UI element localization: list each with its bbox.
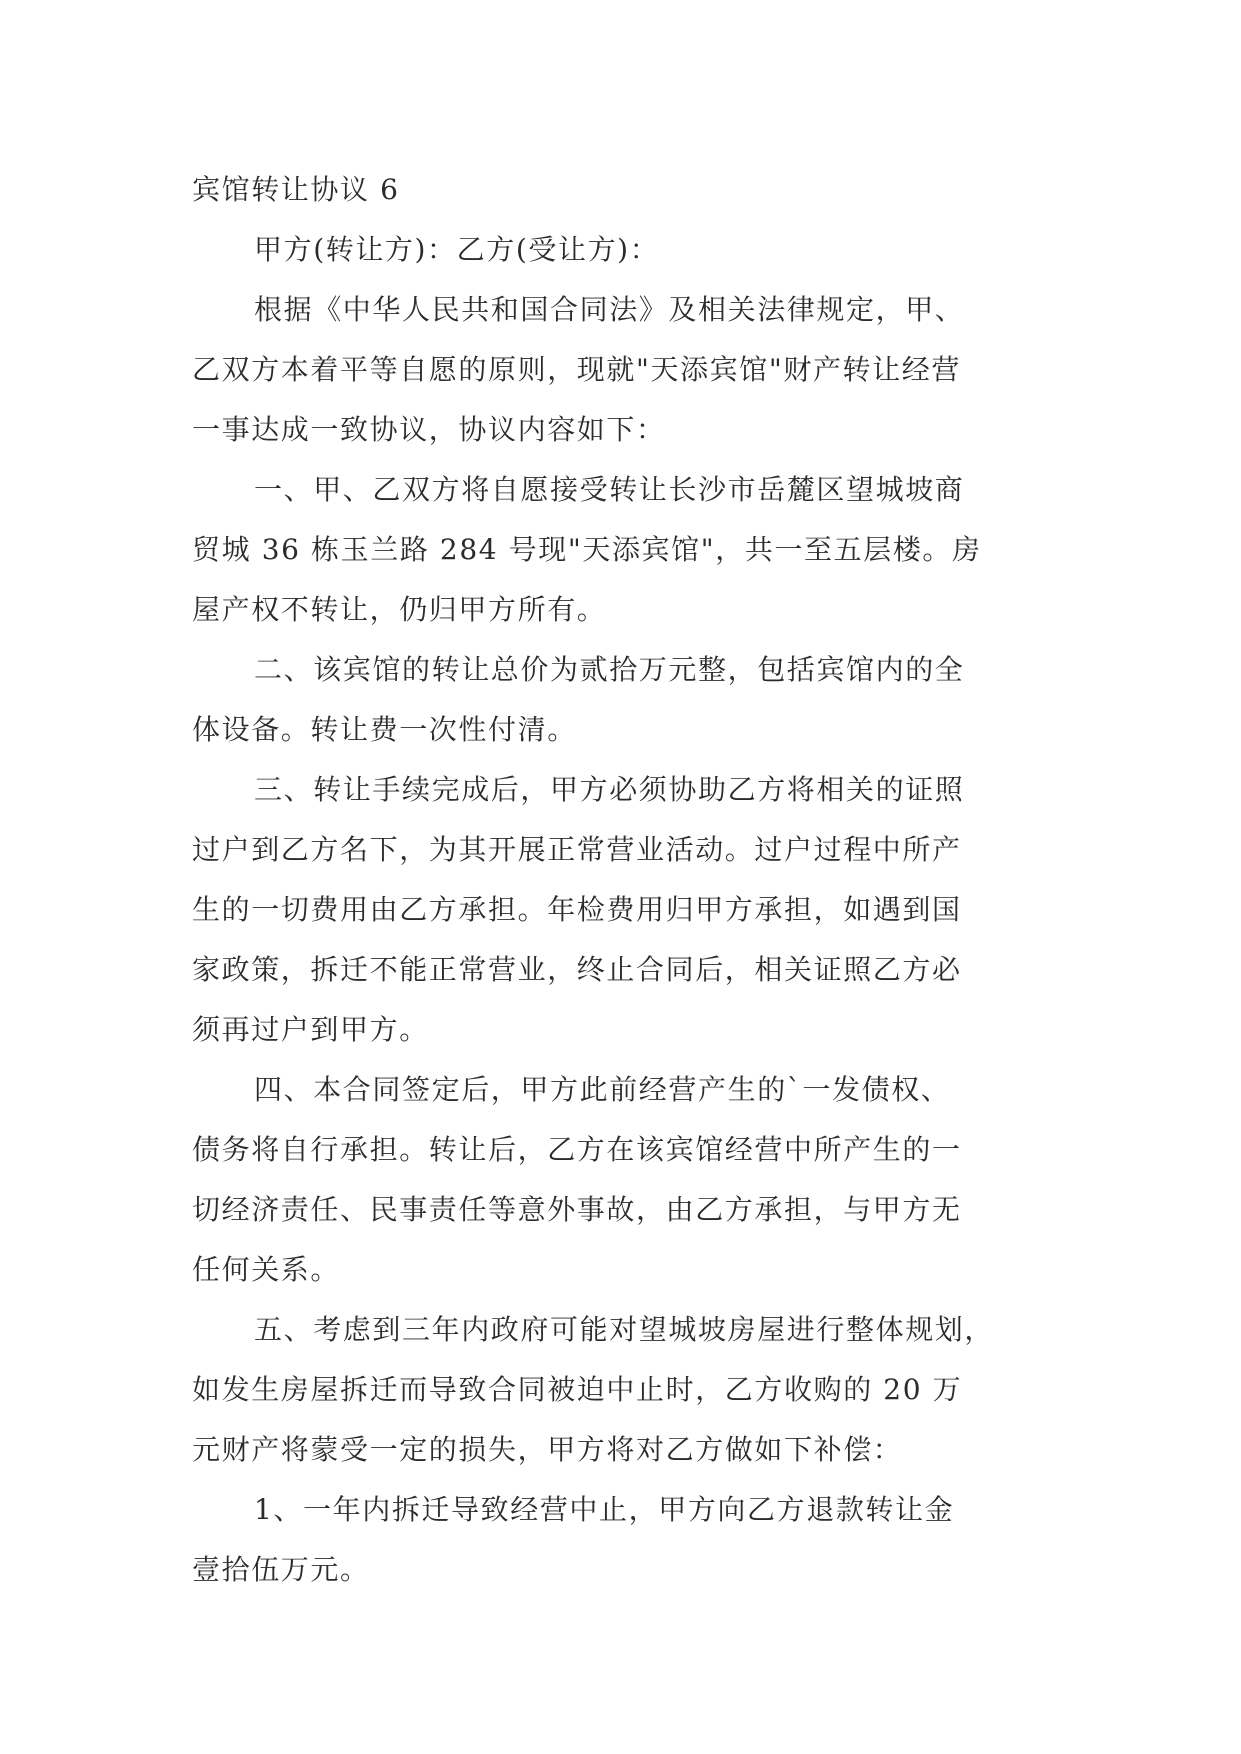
document-title: 宾馆转让协议 6	[192, 173, 400, 206]
document-body	[192, 160, 1072, 1600]
text-line: 一事达成一致协议，协议内容如下：	[192, 413, 666, 446]
document-lines	[192, 220, 1072, 1600]
text-line: 债务将自行承担。转让后，乙方在该宾馆经营中所产生的一	[192, 1133, 962, 1166]
text-line: 甲方(转让方)：乙方(受让方)：	[254, 233, 660, 266]
text-line: 贸城 36 栋玉兰路 284 号现"天添宾馆"，共一至五层楼。房	[192, 533, 982, 566]
text-line: 生的一切费用由乙方承担。年检费用归甲方承担，如遇到国	[192, 893, 962, 926]
text-line: 如发生房屋拆迁而导致合同被迫中止时，乙方收购的 20 万	[192, 1373, 963, 1406]
text-line: 家政策，拆迁不能正常营业，终止合同后，相关证照乙方必	[192, 953, 962, 986]
text-line: 乙双方本着平等自愿的原则，现就"天添宾馆"财产转让经营	[192, 353, 961, 386]
text-line: 五、考虑到三年内政府可能对望城坡房屋进行整体规划，	[254, 1313, 995, 1346]
text-line: 过户到乙方名下，为其开展正常营业活动。过户过程中所产	[192, 833, 962, 866]
text-line: 根据《中华人民共和国合同法》及相关法律规定，甲、	[254, 293, 965, 326]
text-line: 1、一年内拆迁导致经营中止，甲方向乙方退款转让金	[254, 1493, 955, 1526]
text-line: 一、甲、乙双方将自愿接受转让长沙市岳麓区望城坡商	[254, 473, 965, 506]
text-line: 体设备。转让费一次性付清。	[192, 713, 577, 746]
text-line: 须再过户到甲方。	[192, 1013, 429, 1046]
text-line: 四、本合同签定后，甲方此前经营产生的`一发债权、	[254, 1073, 951, 1106]
text-line: 三、转让手续完成后，甲方必须协助乙方将相关的证照	[254, 773, 965, 806]
text-line: 任何关系。	[192, 1253, 341, 1286]
text-line: 元财产将蒙受一定的损失，甲方将对乙方做如下补偿：	[192, 1433, 903, 1466]
text-line: 屋产权不转让，仍归甲方所有。	[192, 593, 607, 626]
text-line: 壹拾伍万元。	[192, 1553, 370, 1586]
text-line: 二、该宾馆的转让总价为贰拾万元整，包括宾馆内的全	[254, 653, 965, 686]
text-line: 切经济责任、民事责任等意外事故，由乙方承担，与甲方无	[192, 1193, 962, 1226]
